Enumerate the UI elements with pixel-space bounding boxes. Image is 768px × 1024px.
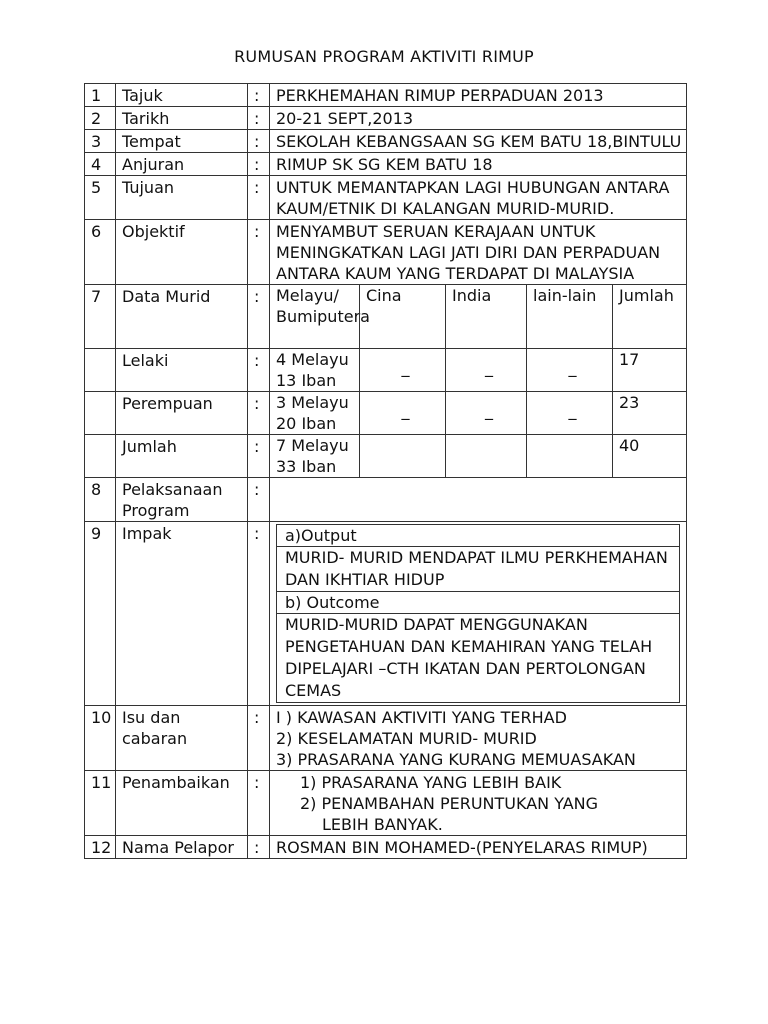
row-label: Tujuan	[116, 176, 248, 220]
header-india: India	[445, 285, 526, 348]
row-colon: :	[248, 522, 270, 706]
row-label: Tarikh	[116, 107, 248, 130]
row-colon: :	[248, 836, 270, 859]
melayu-count: 3 Melayu 20 Iban	[276, 393, 349, 433]
row-label: Objektif	[116, 220, 248, 285]
table-row	[85, 478, 687, 522]
list-item: 2) PENAMBAHAN PERUNTUKAN YANG	[300, 794, 599, 813]
row-colon: :	[248, 130, 270, 153]
program-summary-table	[84, 83, 687, 859]
outcome-heading: b) Outcome	[277, 592, 680, 614]
data-murid-header-cell	[270, 285, 687, 349]
output-heading: a)Output	[277, 525, 680, 547]
row-number: 10	[85, 706, 116, 771]
table-row	[85, 176, 687, 220]
row-label: Lelaki	[116, 349, 248, 392]
row-colon: :	[248, 84, 270, 107]
row-label: Data Murid	[116, 285, 248, 349]
row-value: PERKHEMAHAN RIMUP PERPADUAN 2013	[270, 84, 687, 107]
table-row	[85, 836, 687, 859]
jumlah-count: 23	[612, 392, 686, 434]
row-number: 11	[85, 771, 116, 836]
outcome-text: MURID-MURID DAPAT MENGGUNAKAN PENGETAHUAN DAN KEMAHIRAN YANG TELAH DIPELAJARI –CTH IKATAN DAN PERTOLONGAN CEMAS	[277, 614, 680, 703]
row-number: 4	[85, 153, 116, 176]
row-value: ROSMAN BIN MOHAMED-(PENYELARAS RIMUP)	[270, 836, 687, 859]
lain-count: _	[526, 392, 612, 434]
data-murid-values	[270, 392, 687, 435]
table-row	[85, 84, 687, 107]
row-label: Perempuan	[116, 392, 248, 435]
data-murid-row	[85, 349, 687, 392]
header-lain-lain: lain-lain	[526, 285, 612, 348]
document-title: RUMUSAN PROGRAM AKTIVITI RIMUP	[234, 47, 534, 66]
list-item: 3) PRASARANA YANG KURANG MEMUASAKAN	[276, 750, 636, 769]
row-label: Pelaksanaan Program	[116, 478, 248, 522]
india-count: _	[445, 349, 526, 391]
row-colon: :	[248, 771, 270, 836]
row-value: SEKOLAH KEBANGSAAN SG KEM BATU 18,BINTULU	[270, 130, 687, 153]
row-label: Tajuk	[116, 84, 248, 107]
list-item-continuation: LEBIH BANYAK.	[322, 815, 443, 834]
table-row	[85, 522, 687, 706]
list-item: 2) KESELAMATAN MURID- MURID	[276, 729, 537, 748]
row-label: Anjuran	[116, 153, 248, 176]
table-row	[85, 153, 687, 176]
data-murid-header-row	[85, 285, 687, 349]
isu-list	[270, 706, 687, 771]
row-number	[85, 349, 116, 392]
penambaikan-list	[270, 771, 687, 836]
jumlah-count: 40	[612, 435, 686, 477]
row-value: RIMUP SK SG KEM BATU 18	[270, 153, 687, 176]
india-count	[445, 435, 526, 477]
header-jumlah: Jumlah	[612, 285, 686, 348]
table-row	[85, 130, 687, 153]
table-row	[85, 220, 687, 285]
row-number: 8	[85, 478, 116, 522]
row-value: MENYAMBUT SERUAN KERAJAAN UNTUK MENINGKATKAN LAGI JATI DIRI DAN PERPADUAN ANTARA KAUM YANG TERDAPAT DI MALAYSIA	[270, 220, 687, 285]
header-melayu: Melayu/ Bumiputera	[276, 286, 370, 326]
header-cina: Cina	[359, 285, 445, 348]
row-number: 7	[85, 285, 116, 349]
impak-cell	[270, 522, 687, 706]
row-value	[270, 478, 687, 522]
row-number	[85, 435, 116, 478]
row-label: Jumlah	[116, 435, 248, 478]
table-row	[85, 107, 687, 130]
lain-count: _	[526, 349, 612, 391]
output-text: MURID- MURID MENDAPAT ILMU PERKHEMAHAN DAN IKHTIAR HIDUP	[277, 547, 680, 592]
row-colon: :	[248, 107, 270, 130]
row-colon: :	[248, 478, 270, 522]
row-value: 20-21 SEPT,2013	[270, 107, 687, 130]
list-item: I ) KAWASAN AKTIVITI YANG TERHAD	[276, 708, 567, 727]
row-colon: :	[248, 392, 270, 435]
row-colon: :	[248, 220, 270, 285]
data-murid-values	[270, 349, 687, 392]
india-count: _	[445, 392, 526, 434]
row-value: UNTUK MEMANTAPKAN LAGI HUBUNGAN ANTARA KAUM/ETNIK DI KALANGAN MURID-MURID.	[270, 176, 687, 220]
row-number	[85, 392, 116, 435]
lain-count	[526, 435, 612, 477]
data-murid-row	[85, 435, 687, 478]
row-label: Nama Pelapor	[116, 836, 248, 859]
row-label: Tempat	[116, 130, 248, 153]
row-number: 2	[85, 107, 116, 130]
row-colon: :	[248, 285, 270, 349]
row-colon: :	[248, 153, 270, 176]
row-colon: :	[248, 349, 270, 392]
cina-count: _	[359, 349, 445, 391]
row-label: Penambaikan	[116, 771, 248, 836]
row-number: 5	[85, 176, 116, 220]
row-number: 1	[85, 84, 116, 107]
data-murid-values	[270, 435, 687, 478]
row-number: 12	[85, 836, 116, 859]
row-label: Impak	[116, 522, 248, 706]
melayu-count: 4 Melayu 13 Iban	[276, 350, 349, 390]
row-colon: :	[248, 435, 270, 478]
jumlah-count: 17	[612, 349, 686, 391]
table-row	[85, 771, 687, 836]
cina-count: _	[359, 392, 445, 434]
row-colon: :	[248, 706, 270, 771]
cina-count	[359, 435, 445, 477]
row-label: Isu dan cabaran	[116, 706, 248, 771]
row-number: 9	[85, 522, 116, 706]
table-row	[85, 706, 687, 771]
row-number: 6	[85, 220, 116, 285]
data-murid-row	[85, 392, 687, 435]
row-colon: :	[248, 176, 270, 220]
row-number: 3	[85, 130, 116, 153]
melayu-count: 7 Melayu 33 Iban	[276, 436, 349, 476]
impak-table	[276, 524, 680, 703]
list-item: 1) PRASARANA YANG LEBIH BAIK	[300, 773, 562, 792]
